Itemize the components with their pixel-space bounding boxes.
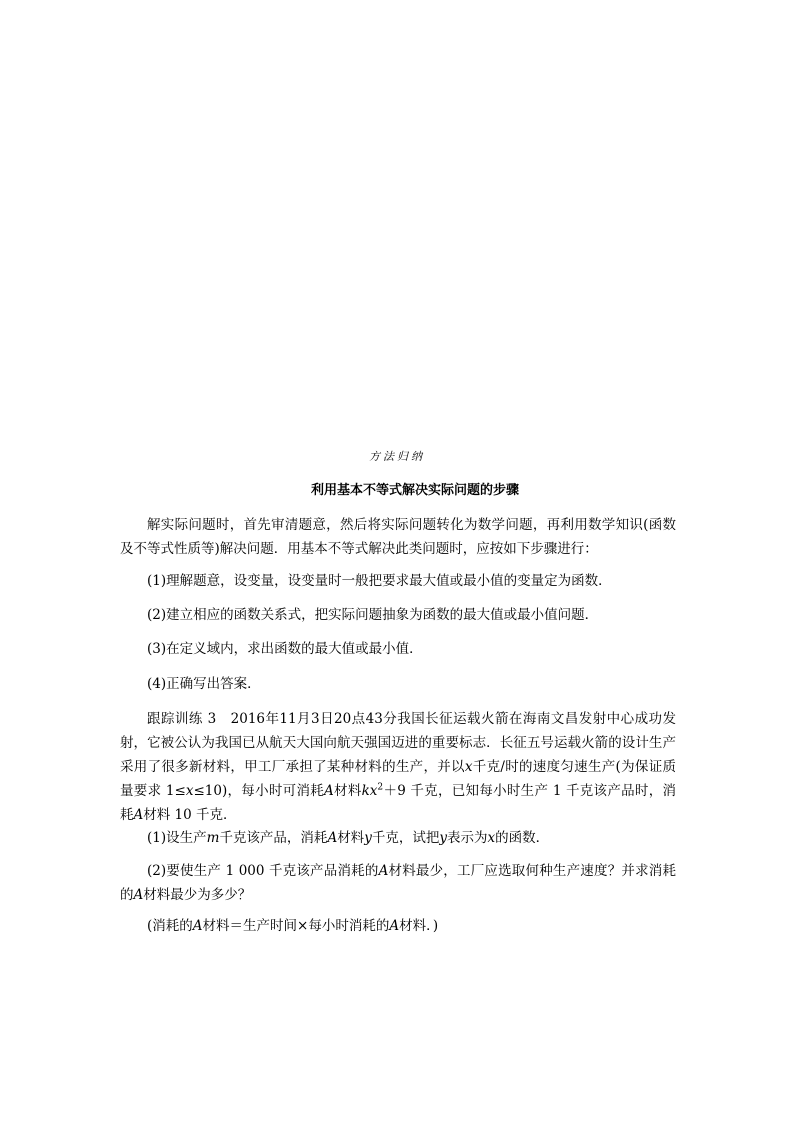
var-A: A	[327, 830, 338, 846]
var-A: A	[324, 783, 334, 799]
exponent: 2	[377, 782, 384, 793]
step-item-4: (4)正确写出答案．	[147, 676, 261, 692]
var-x: x	[487, 830, 496, 846]
var-m: m	[206, 830, 220, 846]
question-text: 表示为	[446, 830, 488, 846]
step-item-2: (2)建立相应的函数关系式，把实际问题抽象为函数的最大值或最小值问题．	[147, 607, 599, 623]
var-y: y	[364, 830, 372, 846]
var-y: y	[439, 830, 447, 846]
step-item-3: (3)在定义域内，求出函数的最大值或最小值．	[147, 641, 423, 657]
var-x: x	[185, 783, 194, 799]
training-label: 跟踪训练 3	[147, 711, 217, 727]
question-text: 千克该产品，消耗	[219, 830, 328, 846]
question-text: 材料	[337, 830, 365, 846]
step-item-1: (1)理解题意，设变量，设变量时一般把要求最大值或最小值的变量定为函数．	[147, 573, 612, 589]
question-text: (2)要使生产 1 000 千克该产品消耗的	[147, 863, 379, 879]
question-text: 材料最少，工厂应选取何种生产速度？并求消耗的	[120, 863, 677, 903]
training-text: ≤10)，每小时可消耗	[193, 783, 325, 799]
training-text: 材料	[333, 783, 362, 799]
question-text: (1)设生产	[147, 830, 207, 846]
question-text: 材料最少为多少？	[143, 887, 252, 903]
hint-text: (消耗的	[147, 918, 193, 934]
training-text: 材料 10 千克．	[143, 807, 237, 823]
training-text: ＋9 千克，已知每小时生产 1 千克该产品时，消耗	[120, 783, 676, 823]
section-title: 利用基本不等式解决实际问题的步骤	[310, 483, 519, 498]
training-text: 2016年11月3日20点43分我国长征运载火箭在海南文昌发射中心成功发射，它被公认为我国已从航天大国向航天强国迈进的重要标志．长征五号运载火箭的设计生产采用了很多新材料，甲工厂承担了某种材料的生产，并以	[120, 711, 677, 775]
var-A: A	[389, 918, 400, 934]
var-A: A	[192, 918, 203, 934]
question-1	[147, 826, 687, 850]
training-text: 千克/时的速度匀速生产(为保证质量要求 1≤	[120, 759, 677, 799]
question-2	[120, 859, 676, 907]
var-A: A	[133, 887, 144, 903]
hint-text: 材料．)	[399, 918, 439, 934]
section-label: 方法归纳	[369, 450, 425, 463]
question-text: 千克，试把	[371, 830, 440, 846]
var-A: A	[378, 863, 389, 879]
training-paragraph	[120, 707, 676, 827]
hint-text: 材料＝生产时间×每小时消耗的	[202, 918, 390, 934]
var-kx: kx	[361, 783, 378, 799]
hint-note	[120, 914, 676, 938]
intro-paragraph: 解实际问题时，首先审清题意，然后将实际问题转化为数学问题，再利用数学知识(函数及不等式性质等)解决问题．用基本不等式解决此类问题时，应按如下步骤进行：	[120, 517, 676, 557]
var-x: x	[464, 759, 473, 775]
question-text: 的函数．	[495, 830, 550, 846]
var-A: A	[133, 807, 144, 823]
